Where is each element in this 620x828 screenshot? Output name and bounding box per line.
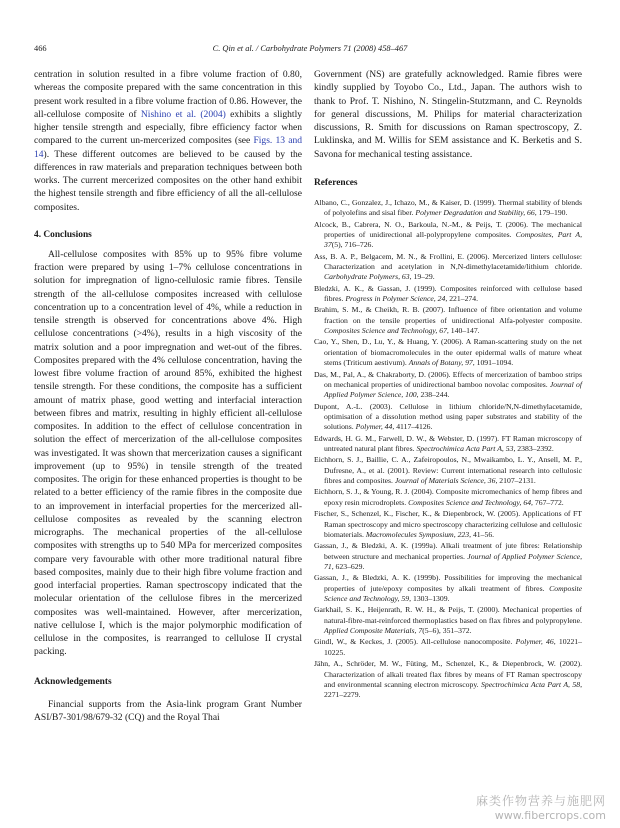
reference-item xyxy=(314,541,582,572)
running-head: C. Qin et al. / Carbohydrate Polymers 71 (2008) 458–467 xyxy=(212,44,408,53)
reference-venue[interactable]: Spectrochimica Acta Part A, 53 xyxy=(416,443,514,453)
reference-authors-title: Das, M., Pal, A., & Chakraborty, D. (2006). Effects of mercerization of bamboo strips on mechanical properties of unidirectional bamboo novolac composites. xyxy=(314,369,582,389)
reference-venue[interactable]: Journal of Applied Polymer Science, 100 xyxy=(324,379,582,400)
reference-venue[interactable]: Macromolecules Symposium, 223 xyxy=(365,529,470,539)
reference-venue[interactable]: Spectrochimica Acta Part A, 58 xyxy=(481,679,581,689)
reference-pages: , 221–274. xyxy=(445,293,479,303)
reference-item xyxy=(314,487,582,508)
reference-authors-title: Fischer, S., Schenzel, K., Fischer, K., & Diepenbrock, W. (2005). Applications of FT Raman spectroscopy and micro spectroscopy characterizing cellulose and cellulosic biomaterials. xyxy=(314,509,582,539)
intro-text-2: exhibits a slightly higher tensile strength and especially, fibre efficiency factor when compared to the current un-mercerized composites (see xyxy=(34,108,302,147)
reference-pages: (5), 716–726. xyxy=(331,240,374,250)
reference-pages: , 140–147. xyxy=(446,325,480,335)
reference-authors-title: Edwards, H. G. M., Farwell, D. W., & Webster, D. (1997). FT Raman microscopy of untreated natural plant fibres. xyxy=(314,433,582,453)
reference-authors-title: Dupont, A.-L. (2003). Cellulose in lithium chloride/N,N-dimethylacetamide, optimisation of a dissolution method using paper substrates and stability of the solutions. xyxy=(314,401,582,432)
reference-authors-title: Brahim, S. M., & Cheikh, R. B. (2007). Influence of fibre orientation and volume fraction on the tensile properties of unidirectional Alfa-polyester composite. xyxy=(314,305,582,325)
reference-pages: , 623–629. xyxy=(331,561,365,571)
reference-item xyxy=(314,198,582,219)
intro-text-1: centration in solution resulted in a fibre volume fraction of 0.80, whereas the composite prepared with the same concentration in this present work resulted in a fibre volume fraction of 0.86. However, the all-cellulose composite of xyxy=(34,69,302,120)
reference-venue[interactable]: Polymer Degradation and Stability, 66 xyxy=(415,208,535,217)
reference-pages: , 4117–4126. xyxy=(392,422,433,432)
reference-authors-title: Gassan, J., & Bledzki, A. K. (1999a). Alkali treatment of jute fibres: Relationship between structure and mechanical properties. xyxy=(314,541,582,561)
reference-pages: , 1091–1094. xyxy=(472,357,514,367)
reference-authors-title: Bledzki, A. K., & Gassan, J. (1999). Composites reinforced with cellulose based fibres. xyxy=(314,283,582,303)
reference-item xyxy=(314,402,582,433)
watermark xyxy=(476,792,606,822)
conclusions-heading: 4. Conclusions xyxy=(34,229,92,240)
reference-item xyxy=(314,220,582,251)
page-number: 466 xyxy=(34,44,47,53)
reference-authors-title: Jähn, A., Schröder, M. W., Füting, M., Schenzel, K., & Diepenbrock, W. (2002). Characterization of alkali treated flax fibres by means of FT Raman spectroscopy and environmental scanning electron microscopy. xyxy=(314,659,582,689)
reference-pages: , 238–244. xyxy=(416,390,450,400)
reference-authors-title: Gindl, W., & Keckes, J. (2005). All-cellulose nanocomposite. xyxy=(314,637,516,647)
reference-venue[interactable]: Progress in Polymer Science, 24 xyxy=(345,293,446,303)
reference-item xyxy=(314,337,582,368)
reference-authors-title: Alcock, B., Cabrera, N. O., Barkoula, N.-M., & Peijs, T. (2006). The mechanical properties of unidirectional all-polypropylene composites. xyxy=(314,219,582,239)
reference-venue[interactable]: Composites Science and Technology, 67 xyxy=(324,325,447,335)
reference-pages: (5–6), 351–372. xyxy=(422,625,472,635)
reference-item xyxy=(314,252,582,283)
references-list xyxy=(314,198,582,701)
reference-item xyxy=(314,434,582,455)
reference-pages: , 2271–2279. xyxy=(324,679,582,699)
reference-item xyxy=(314,370,582,401)
reference-item xyxy=(314,509,582,540)
reference-venue[interactable]: Journal of Applied Polymer Science, 71 xyxy=(324,551,582,571)
figure-link-13-14[interactable]: Figs. 13 and 14 xyxy=(34,135,302,160)
reference-authors-title: Ass, B. A. P., Belgacem, M. N., & Frollini, E. (2006). Mercerized linters cellulose: Characterization and acetylation in N,N-dimethylacetamide/lithium chloride. xyxy=(314,251,582,271)
reference-venue[interactable]: Journal of Materials Science, 36 xyxy=(394,475,496,485)
reference-venue[interactable]: Annals of Botany, 97 xyxy=(408,357,473,367)
reference-venue[interactable]: Polymer, 46 xyxy=(515,637,554,647)
watermark-url: www.fibercrops.com xyxy=(494,809,606,822)
reference-authors-title: Cao, Y., Shen, D., Lu, Y., & Huang, Y. (2006). A Raman-scattering study on the net orientation of biomacromolecules in the outer epidermal walls of mature wheat stems (Triticum aestivum). xyxy=(314,337,582,367)
reference-item xyxy=(314,573,582,604)
watermark-title: 麻类作物营养与施肥网 xyxy=(475,794,606,808)
left-column xyxy=(34,68,302,724)
page-header xyxy=(34,44,586,58)
reference-authors-title: Eichhorn, S. J., Baillie, C. A., Zafeiropoulos, N., Mwaikambo, L. Y., Ansell, M. P., Dufresne, A., et al. (2001). Review: Current international research into cellulosic fibres and composites. xyxy=(314,455,582,485)
reference-venue[interactable]: Composites Science and Technology, 64 xyxy=(408,497,532,507)
reference-pages: , 179–190. xyxy=(534,208,568,217)
reference-pages: , 767–772. xyxy=(531,497,564,507)
reference-item xyxy=(314,455,582,486)
reference-authors-title: Eichhorn, S. J., & Young, R. J. (2004). Composite micromechanics of hemp fibres and epoxy resin microdroplets. xyxy=(314,487,582,507)
reference-pages: , 19–29. xyxy=(409,272,435,282)
conclusions-paragraph: All-cellulose composites with 85% up to 95% fibre volume fraction were prepared by using 1–7% cellulose concentrations in solution for impregnation of ligno-cellulosic ramie fibres. Tensile strength of the all-cellulose composites increased with cellulose concentration up to a concentration level of 4%, while a reduction in tensile strength is observed for concentrations above 4%. High cellulose concentrations (>4%), results in a high viscosity of the matrix solution and a poor impregnation and wet-out of the fibres. Composites prepared with the 4% cellulose concentration, having the lowest fibre volume fraction of around 85%, exhibited the highest tensile strength. For these conditions, the composite has a sufficient amount of matrix phase, good wetting and interfacial interaction between fibres and matrix, resulting in highly efficient all-cellulose composites. In addition to the effect of cellulose concentration in solution the effect of mercerization of the all-cellulose composites was investigated. It was shown that mercerization causes a significant improvement (up to 95%) in tensile strength of the treated composites. The origin for these enhanced properties is thought to be related to a better efficiency of the ramie fibres in the composite due to an improvement in interfacial properties for the mercerized all-cellulose composites as revealed by the scanning electron micrographs. The mechanical properties of the all-cellulose composites with strengths up to 540 MPa for mercerized composites compare very favourable with other more traditional natural fibre based composites, mainly due to their high fibre volume fraction and good interfacial properties. Raman spectroscopy indicated that the molecular orientation of the cellulose fibres in the mercerized composites was well-maintained. However, after mercerization, native cellulose I, which is the major polymorphic modification of cellulose in the composites, is rearranged to cellulose II crystal packing. xyxy=(34,248,302,658)
intro-paragraph xyxy=(34,68,302,214)
reference-authors-title: Albano, C., Gonzalez, J., Ichazo, M., & Kaiser, D. (1999). Thermal stability of blends of polyolefins and sisal fiber. xyxy=(314,197,582,217)
acknowledgements-heading: Acknowledgements xyxy=(34,676,112,687)
reference-venue[interactable]: Composites, Part A, 37 xyxy=(324,229,582,250)
reference-venue[interactable]: Applied Composite Materials, 7 xyxy=(324,625,423,635)
reference-pages: , 41–56. xyxy=(469,529,495,539)
reference-pages: , 1303–1309. xyxy=(409,593,450,603)
reference-authors-title: Gassan, J., & Bledzki, A. K. (1999b). Possibilities for improving the mechanical properties of jute/epoxy composites by alkali treatment of fibres. xyxy=(314,573,582,593)
right-column xyxy=(314,68,582,702)
reference-authors-title: Garkhail, S. K., Heijenrath, R. W. H., & Peijs, T. (2000). Mechanical properties of natural-fibre-mat-reinforced thermoplastics based on flax fibres and polypropylene. xyxy=(314,605,582,625)
reference-venue[interactable]: Carbohydrate Polymers, 63 xyxy=(324,272,410,282)
reference-pages: , 2107–2131. xyxy=(495,475,536,485)
acknowledgements-continued: Government (NS) are gratefully acknowledged. Ramie fibres were kindly supplied by Toyobo Co., Ltd., Japan. The authors wish to thank to Prof. T. Nishino, N. Stingelin-Stutzmann, and C. Reynolds for general discussions, M. Philips for material characterization discussions, R. Smith for discussions on Raman spectroscopy, Z. Luklinska, and M. Willis for SEM assistance and K. Berketis and S. Savona for mechanical testing assistance. xyxy=(314,69,582,160)
reference-pages: , 2383–2392. xyxy=(513,443,554,453)
reference-venue[interactable]: Polymer, 44 xyxy=(355,422,393,432)
references-heading: References xyxy=(314,177,358,188)
reference-item xyxy=(314,637,582,658)
reference-pages: , 10221–10225. xyxy=(324,637,582,657)
intro-text-3: ). These different outcomes are believed to be caused by the differences in raw materials and preparation techniques between both works. The current mercerized composites on the other hand exhibit the highest tensile strength and fibre efficiency of all the all-cellulose composites. xyxy=(34,148,302,213)
acknowledgements-paragraph: Financial supports from the Asia-link program Grant Number ASI/B7-301/98/679-32 (CQ) and the Royal Thai xyxy=(34,698,302,723)
reference-item xyxy=(314,305,582,336)
reference-item xyxy=(314,284,582,305)
reference-item xyxy=(314,605,582,636)
reference-venue[interactable]: Composite Science and Technology, 59 xyxy=(324,583,582,603)
reference-item xyxy=(314,659,582,700)
citation-link-nishino[interactable]: Nishino et al. (2004) xyxy=(140,108,226,120)
